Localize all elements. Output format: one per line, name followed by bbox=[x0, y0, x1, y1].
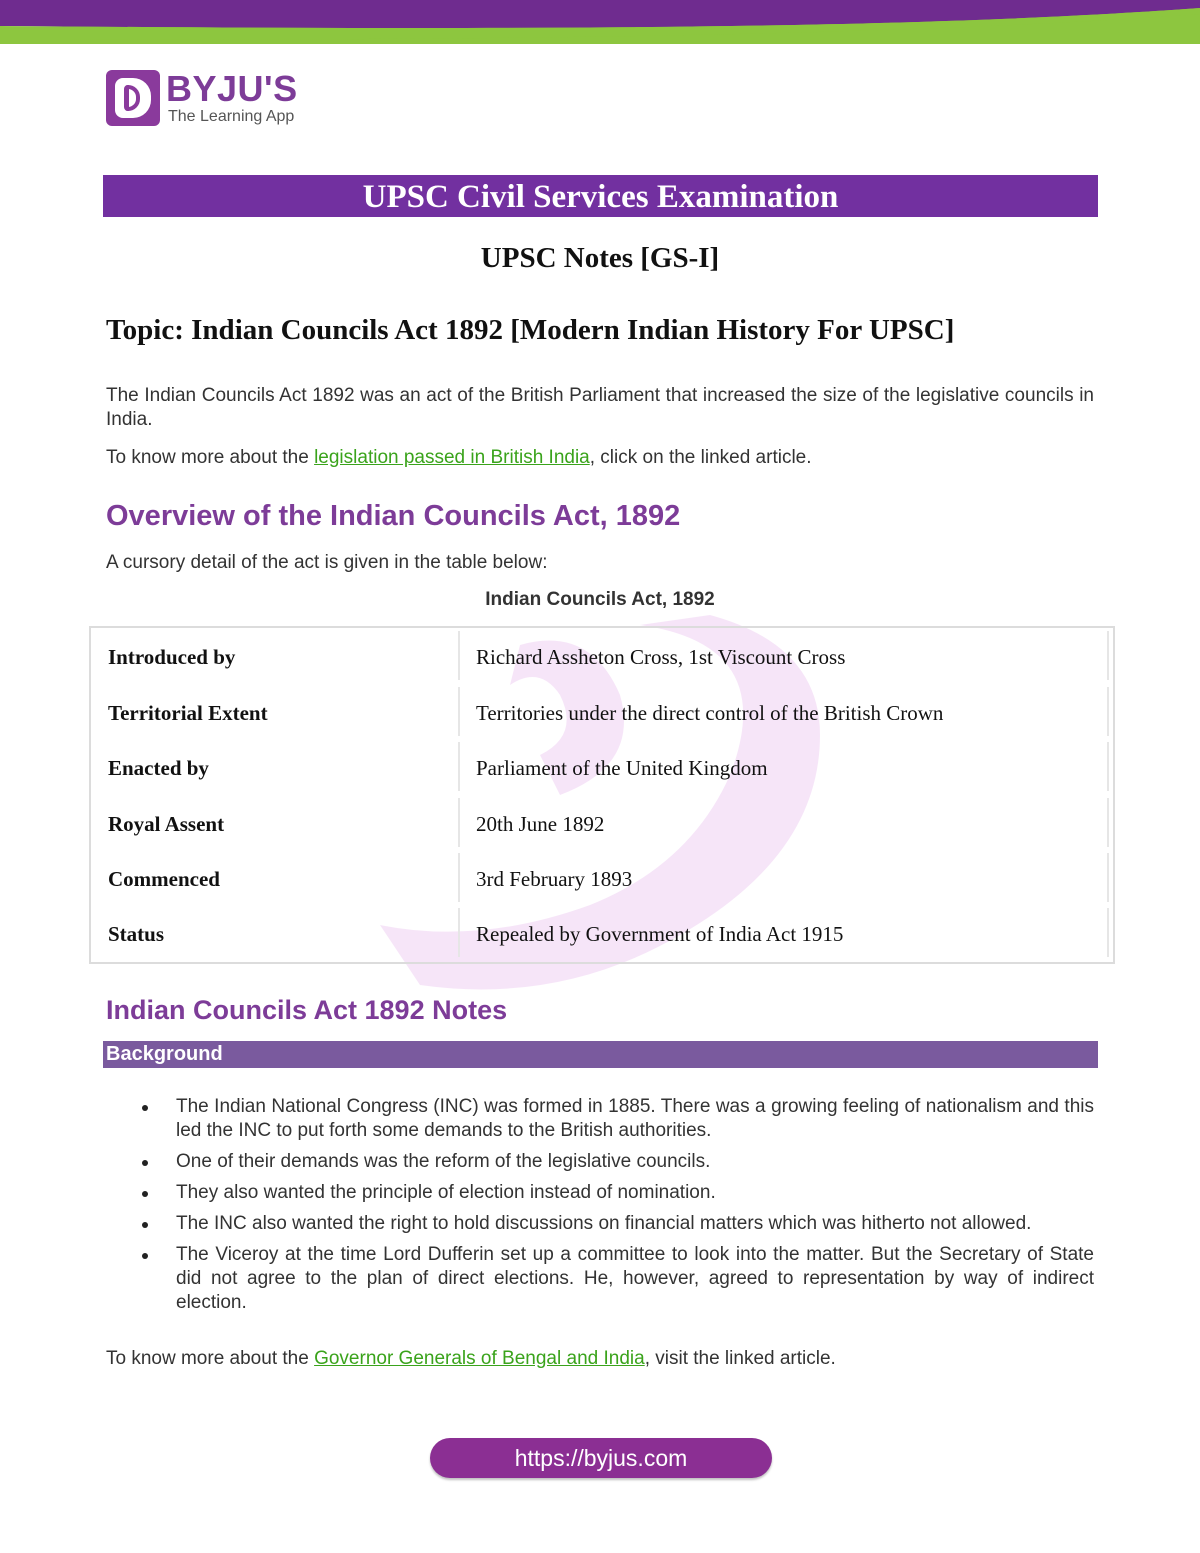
row-label: Territorial Extent bbox=[108, 701, 268, 725]
row-label: Introduced by bbox=[108, 645, 236, 669]
logo-name: BYJU'S bbox=[166, 68, 298, 109]
table-caption: Indian Councils Act, 1892 bbox=[485, 589, 715, 610]
table-row bbox=[91, 628, 1113, 683]
row-value: Repealed by Government of India Act 1915 bbox=[476, 922, 844, 946]
table-row bbox=[91, 739, 1113, 794]
topic-title: Topic: Indian Councils Act 1892 [Modern Indian History For UPSC] bbox=[106, 314, 955, 346]
list-item: The Viceroy at the time Lord Dufferin set up a committee to look into the matter. But the Secretary of State did not agree to the plan of direct elections. He, however, agreed to representation by way of indirect election. bbox=[106, 1243, 1094, 1315]
table-row bbox=[91, 905, 1113, 960]
row-label: Royal Assent bbox=[108, 812, 225, 836]
header-wave-band bbox=[0, 0, 1200, 44]
row-value: 20th June 1892 bbox=[476, 812, 605, 836]
list-item: One of their demands was the reform of the legislative councils. bbox=[106, 1150, 1094, 1174]
row-label-cell bbox=[95, 853, 460, 902]
list-item: The Indian National Congress (INC) was formed in 1885. There was a growing feeling of nationalism and this led the INC to put forth some demands to the British authorities. bbox=[106, 1095, 1094, 1143]
byjus-b-icon bbox=[106, 70, 160, 126]
table-row bbox=[91, 684, 1113, 739]
logo-tagline: The Learning App bbox=[168, 108, 295, 125]
row-label-cell bbox=[95, 687, 460, 736]
row-value-cell bbox=[464, 798, 1109, 847]
notes-know-more bbox=[106, 1347, 1094, 1371]
byjus-logo bbox=[106, 70, 316, 130]
intro-paragraph: The Indian Councils Act 1892 was an act of the British Parliament that increased the size of the legislative councils in India. bbox=[106, 385, 1094, 430]
footer-url-button[interactable]: https://byjus.com bbox=[430, 1438, 772, 1478]
row-value-cell bbox=[464, 742, 1109, 791]
row-label-cell bbox=[95, 631, 460, 680]
table-row bbox=[91, 850, 1113, 905]
row-label-cell bbox=[95, 798, 460, 847]
table-row bbox=[91, 795, 1113, 850]
intro-know-more bbox=[106, 446, 1094, 470]
row-value-cell bbox=[464, 908, 1109, 957]
act-details-table bbox=[89, 626, 1115, 964]
row-value-cell bbox=[464, 631, 1109, 680]
list-item: They also wanted the principle of election instead of nomination. bbox=[106, 1181, 1094, 1205]
row-value: 3rd February 1893 bbox=[476, 867, 633, 891]
list-item: The INC also wanted the right to hold discussions on financial matters which was hitherto not allowed. bbox=[106, 1212, 1094, 1236]
row-label: Status bbox=[108, 922, 165, 946]
know-more-suffix: , click on the linked article. bbox=[589, 447, 812, 468]
row-label: Commenced bbox=[108, 867, 220, 891]
row-value: Parliament of the United Kingdom bbox=[476, 756, 768, 780]
overview-lead: A cursory detail of the act is given in the table below: bbox=[106, 552, 548, 573]
row-value-cell bbox=[464, 853, 1109, 902]
row-value: Richard Assheton Cross, 1st Viscount Cross bbox=[476, 645, 846, 669]
row-value: Territories under the direct control of the British Crown bbox=[476, 701, 944, 725]
know-more-suffix: , visit the linked article. bbox=[644, 1348, 836, 1369]
overview-heading: Overview of the Indian Councils Act, 1892 bbox=[106, 500, 681, 532]
row-label-cell bbox=[95, 908, 460, 957]
notes-heading: Indian Councils Act 1892 Notes bbox=[106, 995, 508, 1025]
row-value-cell bbox=[464, 687, 1109, 736]
row-label-cell bbox=[95, 742, 460, 791]
background-bullet-list bbox=[106, 1095, 1094, 1322]
legislation-link[interactable]: legislation passed in British India bbox=[314, 447, 590, 468]
background-section-bar: Background bbox=[103, 1041, 1098, 1068]
notes-subtitle: UPSC Notes [GS-I] bbox=[480, 242, 720, 274]
governor-generals-link[interactable]: Governor Generals of Bengal and India bbox=[314, 1348, 645, 1369]
know-more-prefix: To know more about the bbox=[106, 447, 315, 468]
exam-banner: UPSC Civil Services Examination bbox=[103, 175, 1098, 217]
know-more-prefix: To know more about the bbox=[106, 1348, 315, 1369]
row-label: Enacted by bbox=[108, 756, 209, 780]
